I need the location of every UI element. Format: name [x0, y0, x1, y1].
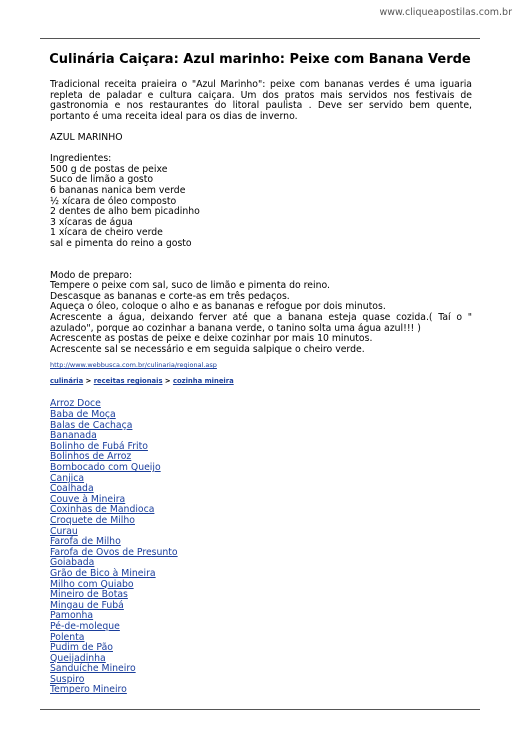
recipe-link-list — [50, 399, 472, 696]
recipe-link[interactable]: Pudim de Pão — [50, 642, 113, 654]
ingredient-item: 3 xícaras de água — [50, 216, 133, 228]
method-step: Acrescente a água, deixando ferver até que a banana esteja quase cozida.( Taí o " azulado", porque ao cozinhar a banana verde, o tanino solta uma água azul!!! ) — [50, 312, 472, 334]
page-title: Culinária Caiçara: Azul marinho: Peixe com Banana Verde — [49, 52, 471, 67]
recipe-link[interactable]: Tempero Mineiro — [50, 684, 127, 696]
recipe-link[interactable]: Suspiro — [50, 673, 85, 685]
recipe-link[interactable]: Arroz Doce — [50, 398, 101, 410]
breadcrumb — [50, 377, 472, 386]
recipe-link[interactable]: Sanduíche Mineiro — [50, 663, 136, 675]
method-heading: Modo de preparo: — [50, 269, 133, 281]
recipe-link[interactable]: Bombocado com Queijo — [50, 462, 161, 473]
method-step: Descasque as bananas e corte-as em três pedaços. — [50, 290, 290, 302]
breadcrumb-link-receitas-regionais[interactable]: receitas regionais — [93, 377, 163, 386]
recipe-link[interactable]: Pé-de-moleque — [50, 620, 120, 632]
ingredient-item: 1 xícara de cheiro verde — [50, 227, 163, 239]
recipe-link[interactable]: Bananada — [50, 430, 97, 442]
recipe-link[interactable]: Polenta — [50, 631, 85, 643]
recipe-link[interactable]: Curau — [50, 525, 78, 537]
method-step: Aqueça o óleo, coloque o alho e as bananas e refogue por dois minutos. — [50, 301, 386, 313]
method-step: Acrescente sal se necessário e em seguida salpique o cheiro verde. — [50, 343, 365, 355]
intro-paragraph: Tradicional receita praieira o "Azul Marinho": peixe com bananas verdes é uma iguaria repleta de paladar e cultura caiçara. Um dos pratos mais servidos nos festivais de gastronomia e nos restaurantes do litoral paulista . Deve ser servido bem quente, portanto é uma receita ideal para os dias de inverno. — [50, 79, 472, 122]
breadcrumb-separator: > — [164, 377, 171, 386]
recipe-link[interactable]: Grão de Bico à Mineira — [50, 567, 156, 579]
ingredient-item: sal e pimenta do reino a gosto — [50, 237, 192, 249]
recipe-link[interactable]: Farofa de Milho — [50, 536, 121, 548]
ingredient-item: Suco de limão a gosto — [50, 174, 154, 186]
recipe-link[interactable]: Milho com Quiabo — [50, 578, 134, 590]
source-link[interactable]: http://www.webbusca.com.br/culinaria/regional.asp — [50, 361, 217, 370]
footer-rule — [40, 709, 480, 710]
article-body — [50, 80, 472, 696]
recipe-link[interactable]: Queijadinha — [50, 652, 106, 664]
method-step: Acrescente as postas de peixe e deixe cozinhar por mais 10 minutos. — [50, 333, 373, 345]
recipe-link[interactable]: Balas de Cachaça — [50, 419, 133, 431]
recipe-link[interactable]: Croquete de Milho — [50, 514, 135, 526]
method-step: Tempere o peixe com sal, suco de limão e pimenta do reino. — [50, 280, 330, 292]
method-steps — [50, 281, 472, 355]
ingredient-item: 2 dentes de alho bem picadinho — [50, 206, 200, 218]
recipe-link[interactable]: Coxinhas de Mandioca — [50, 504, 155, 516]
ingredients-heading: Ingredientes: — [50, 153, 112, 165]
breadcrumb-link-culinaria[interactable]: culinária — [50, 377, 84, 386]
ingredients-list — [50, 165, 472, 250]
recipe-link[interactable]: Baba de Moça — [50, 409, 116, 421]
recipe-link[interactable]: Farofa de Ovos de Presunto — [50, 546, 178, 558]
ingredient-item: 500 g de postas de peixe — [50, 163, 168, 175]
recipe-link[interactable]: Couve à Mineira — [50, 493, 126, 505]
recipe-link[interactable]: Pamonha — [50, 610, 94, 622]
recipe-link[interactable]: Coalhada — [50, 483, 94, 495]
recipe-link[interactable]: Bolinhos de Arroz — [50, 451, 132, 463]
recipe-link[interactable]: Bolinho de Fubá Frito — [50, 440, 148, 452]
header-rule — [40, 38, 480, 39]
breadcrumb-link-cozinha-mineira[interactable]: cozinha mineira — [172, 377, 234, 386]
recipe-link[interactable]: Goiabada — [50, 557, 95, 569]
breadcrumb-separator: > — [85, 377, 92, 386]
recipe-link[interactable]: Mineiro de Botas — [50, 589, 128, 601]
recipe-link[interactable]: Canjica — [50, 472, 85, 484]
recipe-name: AZUL MARINHO — [50, 131, 123, 143]
ingredient-item: 6 bananas nanica bem verde — [50, 184, 186, 196]
recipe-link[interactable]: Mingau de Fubá — [50, 599, 124, 611]
ingredient-item: ½ xícara de óleo composto — [50, 195, 177, 207]
site-url: www.cliqueapostilas.com.br — [379, 7, 512, 18]
